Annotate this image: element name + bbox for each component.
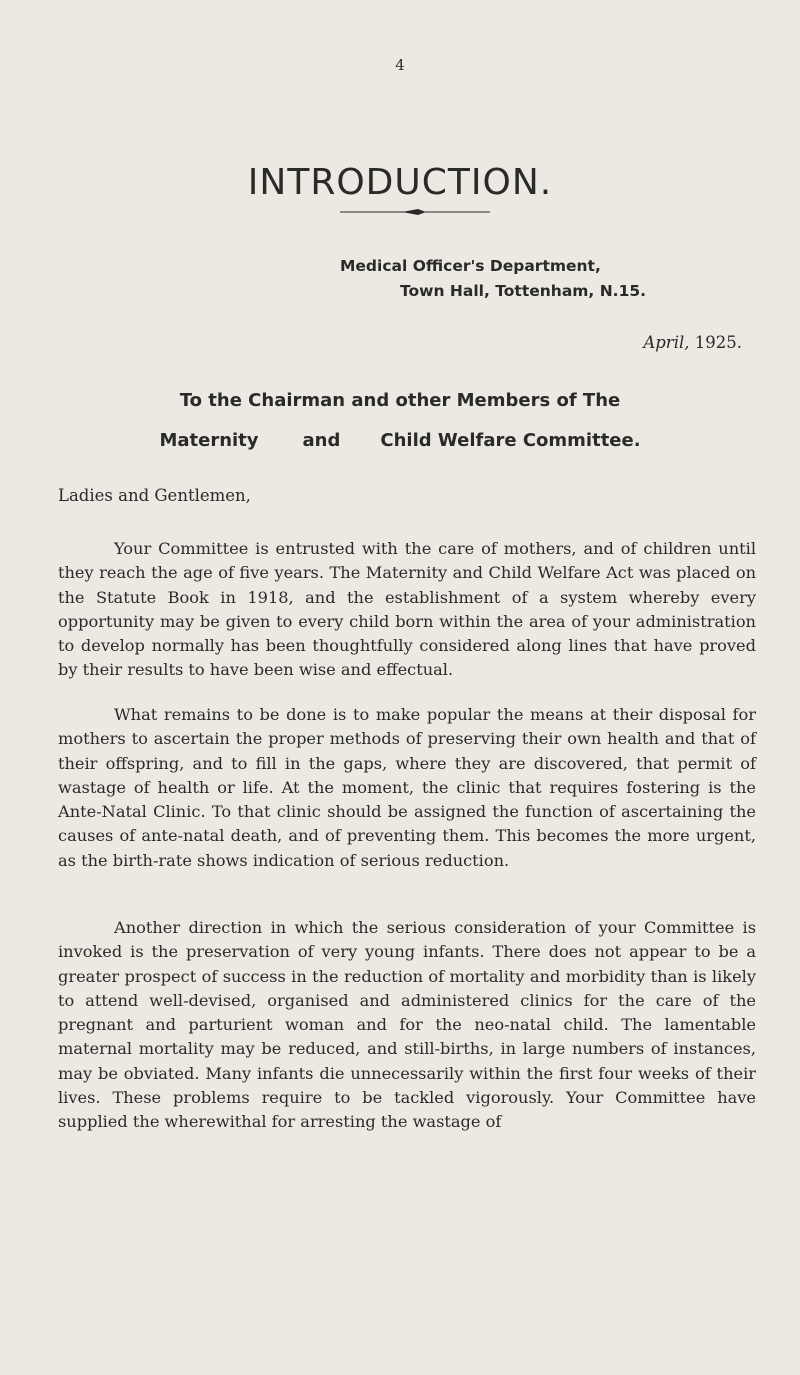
- salutation: Ladies and Gentlemen,: [58, 486, 251, 505]
- page-title: INTRODUCTION.: [247, 162, 553, 204]
- body-paragraph-2: What remains to be done is to make popular the means at their disposal for mothers to ascertain the proper methods of preserving their own health and that of their offspring, and to fill in the gaps, where they are discovered, that permit of wastage of health or life. At the moment, the clinic that requires fostering is the Ante-Natal Clinic. To that clinic should be assigned the function of ascertaining the causes of ante-natal death, and of preventing them. This becomes the more urgent, as the birth-rate shows indication of serious reduction.: [58, 705, 756, 870]
- date-year: 1925.: [694, 333, 742, 352]
- addressee-line-1: To the Chairman and other Members of The: [179, 390, 621, 411]
- addressee-word-and: and: [302, 430, 341, 451]
- page-number: 4: [395, 56, 405, 74]
- body-paragraph-3: Another direction in which the serious consideration of your Committee is invoked is the preservation of very young infants. There does not appear to be a greater prospect of success in the reduction of mortality and morbidity than is likely to attend well-devised, organised and administered clinics for the care of the pregnant and parturient woman and for the neo-natal child. The lamentable maternal mortality may be reduced, and still-births, in large numbers of instances, may be obviated. Many infants die unnecessarily within the first four weeks of their lives. These problems require to be tackled vigorously. Your Committee have supplied the wherewithal for arresting the wastage of: [58, 918, 756, 1132]
- body-paragraph-1: Your Committee is entrusted with the care of mothers, and of children until they reach the age of five years. The Maternity and Child Welfare Act was placed on the Statute Book in 1918, and the establishment of a system whereby every opportunity may be given to every child born within the area of your administration to develop normally has been thoughtfully considered along lines that have proved by their results to have been wise and effectual.: [58, 539, 756, 680]
- department-name: Medical Officer's Department,: [340, 257, 601, 275]
- title-divider-ornament: [340, 206, 490, 218]
- addressee-line-2: [0, 430, 800, 451]
- date-month: April,: [643, 333, 690, 352]
- letter-date: [643, 333, 742, 352]
- addressee-word-committee: Child Welfare Committee.: [380, 430, 641, 451]
- addressee-word-maternity: Maternity: [159, 430, 259, 451]
- department-address: Town Hall, Tottenham, N.15.: [400, 282, 647, 300]
